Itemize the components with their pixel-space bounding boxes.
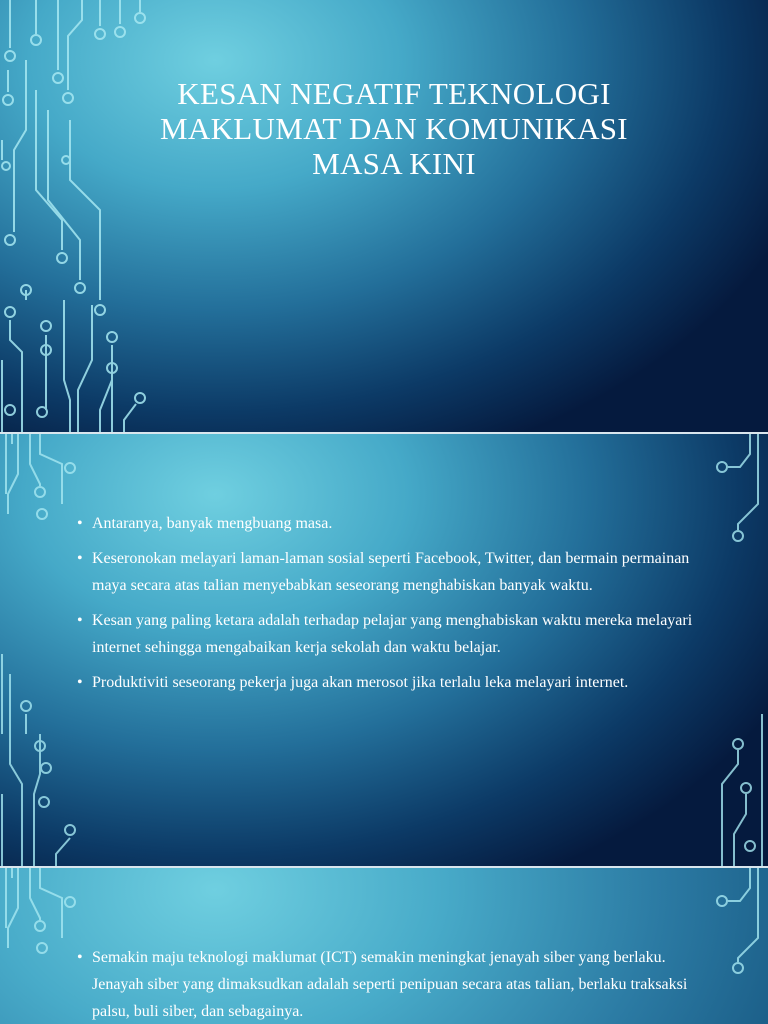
bullet-dot: • — [77, 515, 83, 532]
bullet-list — [78, 510, 698, 704]
bullet-dot: • — [77, 674, 83, 691]
list-item — [78, 545, 698, 599]
bullet-list — [78, 944, 698, 1024]
list-item — [78, 944, 698, 1024]
slide-title — [0, 0, 768, 432]
circuit-decoration-right — [700, 868, 768, 1024]
circuit-decoration-right — [700, 434, 768, 866]
bullet-text: Produktiviti seseorang pekerja juga akan merosot jika terlalu leka melayari internet. — [92, 674, 629, 691]
slide-content-2 — [0, 868, 768, 1024]
list-item — [78, 510, 698, 537]
bullet-dot: • — [77, 612, 83, 629]
slide-content-1 — [0, 434, 768, 866]
title-line: MAKLUMAT DAN KOMUNIKASI — [160, 111, 628, 146]
slide-title-heading — [120, 76, 668, 181]
bullet-text: Keseronokan melayari laman-laman sosial seperti Facebook, Twitter, dan bermain permainan maya secara atas talian menyebabkan seseorang menghabiskan banyak waktu. — [92, 550, 690, 594]
circuit-decoration-left — [0, 0, 160, 432]
bullet-text: Antaranya, banyak mengbuang masa. — [92, 515, 333, 532]
bullet-dot: • — [77, 550, 83, 567]
title-line: MASA KINI — [312, 146, 476, 181]
bullet-dot: • — [77, 949, 83, 966]
title-line: KESAN NEGATIF TEKNOLOGI — [177, 76, 611, 111]
list-item — [78, 669, 698, 696]
bullet-text: Semakin maju teknologi maklumat (ICT) semakin meningkat jenayah siber yang berlaku. Jenayah siber yang dimaksudkan adalah seperti penipuan secara atas talian, berlaku traksaksi palsu, buli siber, dan sebagainya. — [92, 949, 688, 1020]
bullet-text: Kesan yang paling ketara adalah terhadap pelajar yang menghabiskan waktu mereka melayari internet sehingga mengabaikan kerja sekolah dan waktu belajar. — [92, 612, 693, 656]
list-item — [78, 607, 698, 661]
